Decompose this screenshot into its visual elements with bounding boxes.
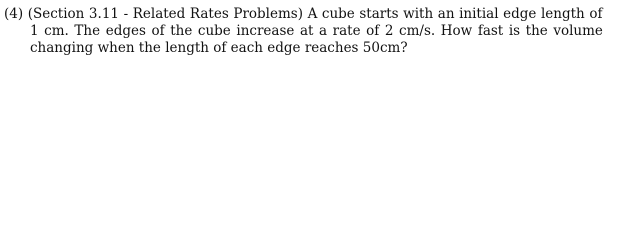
problem-line-3: changing when the length of each edge reaches 50cm? — [30, 40, 408, 56]
problem-statement — [0, 6, 617, 57]
problem-line-1: (4) (Section 3.11 - Related Rates Problems) A cube starts with an initial edge length of — [4, 6, 603, 22]
problem-line-2: 1 cm. The edges of the cube increase at a rate of 2 cm/s. How fast is the volume — [30, 23, 603, 39]
